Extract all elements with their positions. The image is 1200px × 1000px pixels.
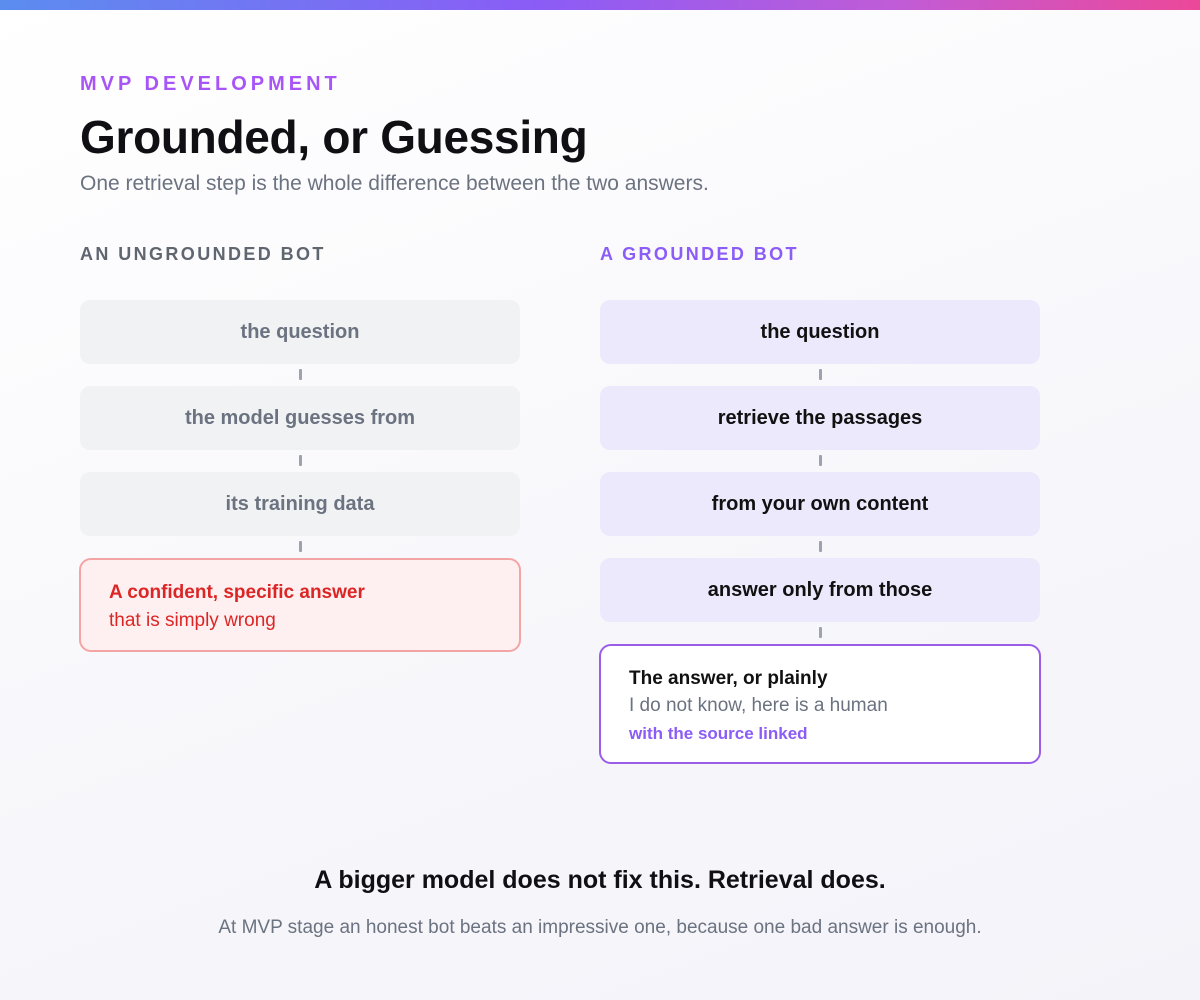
ungrounded-step-model-guesses: the model guesses from (80, 386, 520, 450)
grounded-step-own-content: from your own content (600, 472, 1040, 536)
grounded-flow (600, 300, 1040, 764)
ungrounded-flow (80, 300, 520, 652)
page-title: Grounded, or Guessing (80, 111, 588, 163)
ungrounded-step-training-data: its training data (80, 472, 520, 536)
page-subtitle: One retrieval step is the whole difference between the two answers. (80, 172, 709, 195)
ungrounded-step-question: the question (80, 300, 520, 364)
footer-subtitle: At MVP stage an honest bot beats an impressive one, because one bad answer is enough. (218, 917, 982, 938)
grounded-result-title: The answer, or plainly (629, 668, 828, 689)
flow-connector (299, 541, 302, 552)
flow-connector (299, 455, 302, 466)
grounded-column-heading: A GROUNDED BOT (600, 244, 799, 264)
gradient-top-bar (0, 0, 1200, 10)
ungrounded-result-card (79, 558, 521, 652)
flow-connector (819, 541, 822, 552)
footer-title: A bigger model does not fix this. Retrieval does. (314, 866, 886, 894)
grounded-step-question: the question (600, 300, 1040, 364)
ungrounded-result-subtitle: that is simply wrong (109, 610, 276, 631)
grounded-result-source-note: with the source linked (629, 724, 808, 743)
ungrounded-result-title: A confident, specific answer (109, 582, 365, 603)
eyebrow-label: MVP DEVELOPMENT (80, 73, 341, 95)
flow-connector (819, 627, 822, 638)
ungrounded-column-heading: AN UNGROUNDED BOT (80, 244, 326, 264)
grounded-result-card (599, 644, 1041, 764)
grounded-step-answer-only: answer only from those (600, 558, 1040, 622)
flow-connector (819, 369, 822, 380)
grounded-result-subtitle: I do not know, here is a human (629, 695, 888, 716)
grounded-step-retrieve: retrieve the passages (600, 386, 1040, 450)
flow-connector (299, 369, 302, 380)
flow-connector (819, 455, 822, 466)
